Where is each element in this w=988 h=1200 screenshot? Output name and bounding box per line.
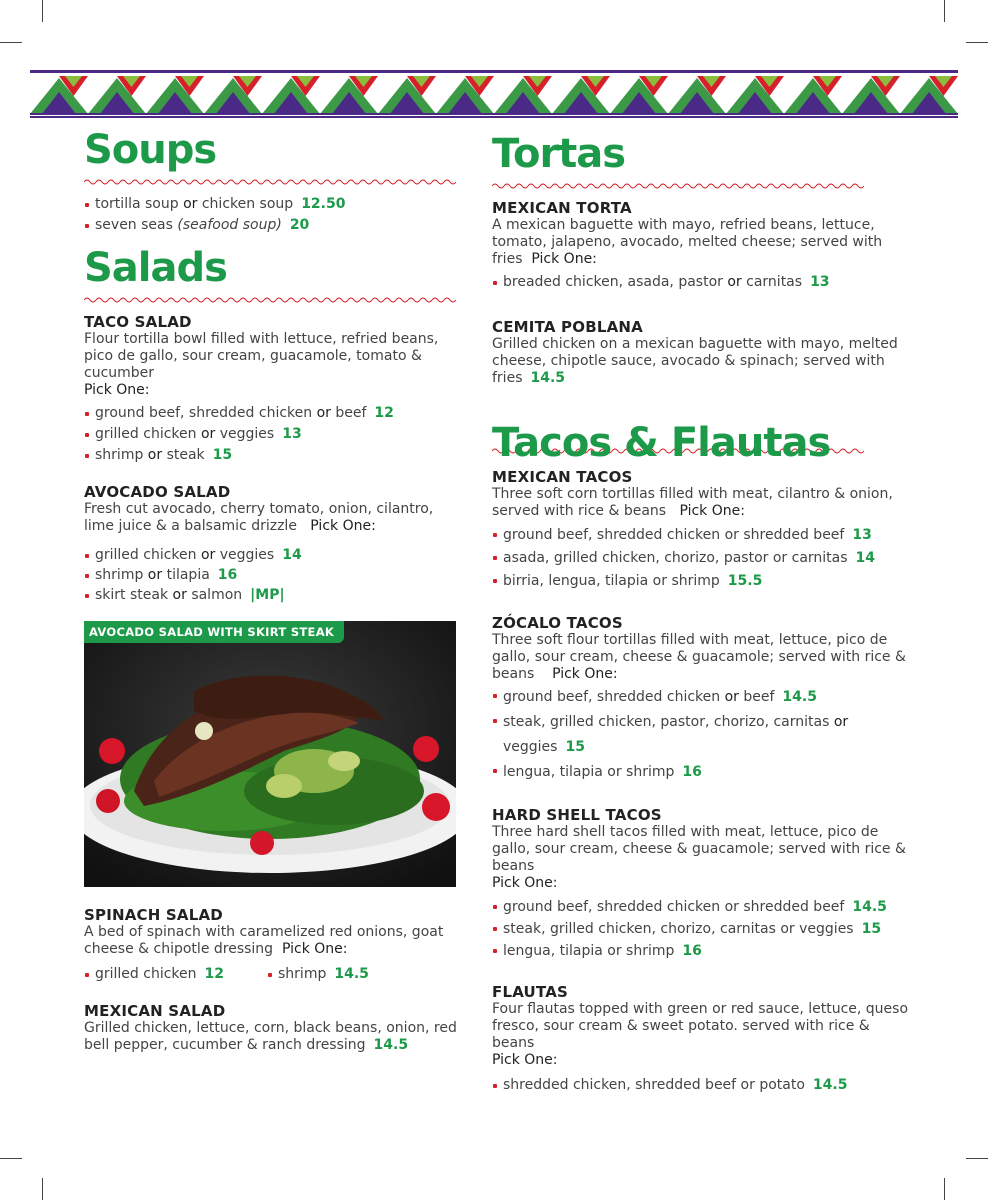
mexican-tacos	[492, 469, 912, 593]
photo-caption: AVOCADO SALAD WITH SKIRT STEAK	[84, 621, 344, 643]
item-description: Grilled chicken on a mexican baguette with mayo, melted cheese, chipotle sauce, avocado & spinach; served with fries 14.5	[492, 336, 898, 386]
crop-mark	[42, 0, 43, 22]
options-list	[84, 545, 460, 605]
item-title: CEMITA POBLANA	[492, 318, 643, 336]
options-list	[492, 1075, 912, 1096]
options-list	[492, 685, 912, 785]
right-column	[492, 131, 912, 1096]
list-item: shrimp or steak 15	[84, 445, 460, 466]
list-item: tortilla soup or chicken soup 12.50	[84, 194, 460, 215]
item-title: HARD SHELL TACOS	[492, 806, 662, 824]
list-item: ground beef, shredded chicken or beef 12	[84, 403, 460, 424]
item-title: TACO SALAD	[84, 313, 192, 331]
avocado-salad	[84, 484, 460, 605]
crop-mark	[0, 1158, 22, 1159]
list-item: grilled chicken or veggies 13	[84, 424, 460, 445]
item-description: Three soft flour tortillas filled with meat, lettuce, pico de gallo, sour cream, cheese & guacamole; served with rice & beans Pick One:	[492, 632, 906, 682]
list-item: steak, grilled chicken, pastor, chorizo, carnitas or veggies 15	[492, 710, 912, 760]
item-description: Four flautas topped with green or red sauce, lettuce, queso fresco, sour cream & sweet potato. served with rice & beans Pick One:	[492, 1001, 909, 1068]
crop-mark	[966, 42, 988, 43]
list-item: shredded chicken, shredded beef or potato 14.5	[492, 1075, 912, 1096]
tacos-heading: Tacos & Flautas	[492, 420, 831, 466]
item-title: ZÓCALO TACOS	[492, 614, 623, 632]
crop-mark	[0, 42, 22, 43]
list-item: grilled chicken or veggies 14	[84, 545, 460, 565]
list-item: breaded chicken, asada, pastor or carnitas 13	[492, 272, 912, 293]
options-list	[492, 272, 912, 293]
wavy-divider	[84, 296, 456, 304]
list-item: birria, lengua, tilapia or shrimp 15.5	[492, 570, 912, 593]
item-description: Fresh cut avocado, cherry tomato, onion, cilantro, lime juice & a balsamic drizzle Pick One:	[84, 501, 434, 534]
item-description: Grilled chicken, lettuce, corn, black beans, onion, red bell pepper, cucumber & ranch dressing 14.5	[84, 1020, 457, 1053]
soups-list	[84, 194, 460, 236]
hard-shell-tacos	[492, 807, 912, 962]
crop-mark	[42, 1178, 43, 1200]
list-item: seven seas (seafood soup) 20	[84, 215, 460, 236]
zocalo-tacos	[492, 615, 912, 785]
list-item: steak, grilled chicken, chorizo, carnitas or veggies 15	[492, 918, 912, 940]
salads-heading: Salads	[84, 245, 227, 291]
wavy-divider	[84, 178, 456, 186]
list-item: shrimp or tilapia 16	[84, 565, 460, 585]
soups-heading: Soups	[84, 127, 217, 173]
item-title: MEXICAN TORTA	[492, 199, 632, 217]
crop-mark	[944, 1178, 945, 1200]
item-title: AVOCADO SALAD	[84, 483, 231, 501]
list-item: ground beef, shredded chicken or beef 14.5	[492, 685, 912, 710]
item-description: A bed of spinach with caramelized red onions, goat cheese & chipotle dressing Pick One:	[84, 924, 444, 957]
list-item: lengua, tilapia or shrimp 16	[492, 760, 912, 785]
taco-salad	[84, 314, 460, 466]
wavy-divider	[492, 182, 864, 190]
aztec-pattern-banner	[30, 70, 958, 118]
item-description: Flour tortilla bowl filled with lettuce, refried beans, pico de gallo, sour cream, guacamole, tomato & cucumber Pick One:	[84, 331, 439, 398]
options-list	[492, 896, 912, 962]
list-item: ground beef, shredded chicken or shredded beef 14.5	[492, 896, 912, 918]
item-description: A mexican baguette with mayo, refried beans, lettuce, tomato, jalapeno, avocado, melted cheese; served with fries Pick One:	[492, 217, 883, 267]
list-item: asada, grilled chicken, chorizo, pastor or carnitas 14	[492, 547, 912, 570]
options-list	[84, 403, 460, 466]
mexican-salad	[84, 1003, 460, 1054]
cemita-poblana	[492, 319, 912, 387]
item-description: Three hard shell tacos filled with meat, lettuce, pico de gallo, sour cream, cheese & guacamole; served with rice & beans Pick One:	[492, 824, 906, 891]
spinach-salad	[84, 907, 460, 985]
crop-mark	[944, 0, 945, 22]
mexican-torta	[492, 200, 912, 293]
salad-photo	[84, 621, 456, 887]
item-title: MEXICAN TACOS	[492, 468, 633, 486]
flautas	[492, 984, 912, 1096]
item-title: FLAUTAS	[492, 983, 569, 1001]
salad-illustration	[84, 621, 456, 887]
crop-mark	[966, 1158, 988, 1159]
options-list	[84, 964, 460, 985]
tortas-heading: Tortas	[492, 131, 626, 177]
list-item: lengua, tilapia or shrimp 16	[492, 940, 912, 962]
item-description: Three soft corn tortillas filled with meat, cilantro & onion, served with rice & beans Pick One:	[492, 486, 893, 519]
item-title: SPINACH SALAD	[84, 906, 223, 924]
list-item: ground beef, shredded chicken or shredded beef 13	[492, 524, 912, 547]
list-item: grilled chicken 12	[84, 964, 267, 985]
options-list	[492, 524, 912, 593]
item-title: MEXICAN SALAD	[84, 1002, 226, 1020]
list-item: shrimp 14.5	[267, 964, 450, 985]
left-column	[84, 127, 460, 1054]
list-item: skirt steak or salmon |MP|	[84, 585, 460, 605]
